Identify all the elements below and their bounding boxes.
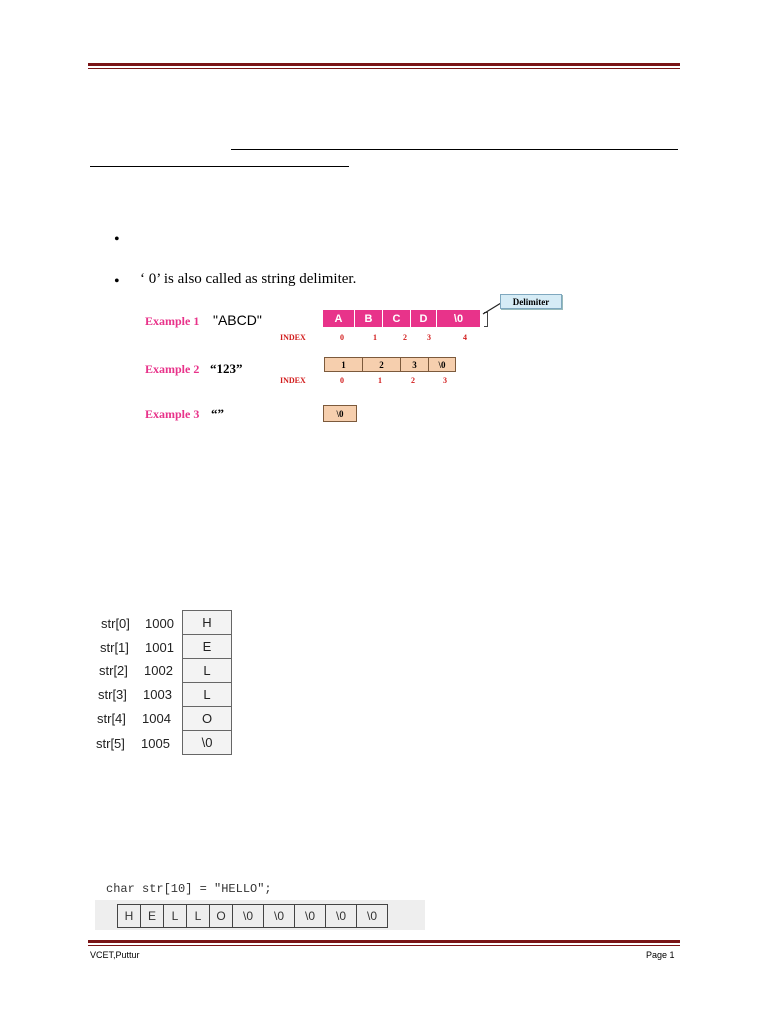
bullet-dot: •	[114, 231, 120, 248]
index-number: 1	[378, 376, 382, 385]
memory-address: 1005	[141, 736, 170, 751]
memory-name: str[5]	[96, 736, 125, 751]
string-cell: 2	[362, 357, 401, 372]
array-cell: O	[210, 905, 233, 927]
index-number: 3	[443, 376, 447, 385]
string-cell: \0	[437, 310, 481, 327]
index-number: 1	[373, 333, 377, 342]
bullet-text: ‘ 0’ is also called as string delimiter.	[140, 271, 357, 287]
delimiter-callout: Delimiter	[500, 294, 562, 309]
memory-cell: E	[182, 635, 232, 659]
memory-name: str[0]	[101, 616, 130, 631]
string-cell: 1	[324, 357, 363, 372]
example-string: "ABCD"	[213, 312, 262, 328]
array-cell: \0	[233, 905, 264, 927]
string-cell: \0	[428, 357, 456, 372]
string-cell: \0	[323, 405, 357, 422]
memory-name: str[1]	[100, 640, 129, 655]
index-number: 0	[340, 376, 344, 385]
string-cell-row	[323, 310, 481, 327]
header-rule-thick	[88, 63, 680, 66]
example-string: “”	[211, 406, 224, 421]
string-cell: C	[383, 310, 411, 327]
array-cell: \0	[366, 909, 377, 923]
footer-institution: VCET,Puttur	[90, 950, 140, 960]
example-label: Example 2	[145, 362, 200, 376]
memory-name: str[2]	[99, 663, 128, 678]
example-string: “123”	[210, 361, 243, 376]
footer-page-number: Page 1	[646, 950, 675, 960]
char-array-strip	[117, 904, 388, 928]
memory-address: 1003	[143, 687, 172, 702]
header-rule-thin	[88, 68, 680, 69]
memory-address: 1001	[145, 640, 174, 655]
string-cell: 3	[400, 357, 429, 372]
example-label: Example 1	[145, 314, 200, 328]
array-cell: L	[164, 905, 187, 927]
footer-rule-thin	[88, 945, 680, 946]
memory-address: 1000	[145, 616, 174, 631]
bullet-dot: •	[114, 273, 120, 290]
string-cell: A	[323, 310, 355, 327]
index-number: 2	[403, 333, 407, 342]
string-cell-row	[324, 357, 456, 372]
memory-cell: H	[182, 611, 232, 635]
memory-name: str[4]	[97, 711, 126, 726]
code-declaration: char str[10] = "HELLO";	[106, 882, 272, 896]
memory-cell: \0	[182, 731, 232, 755]
index-label: INDEX	[280, 333, 306, 342]
array-cell: L	[187, 905, 210, 927]
array-cell: E	[141, 905, 164, 927]
heading-underline-continued	[90, 166, 349, 167]
string-cell: D	[411, 310, 437, 327]
delimiter-bracket	[484, 312, 488, 327]
memory-address: 1004	[142, 711, 171, 726]
index-number: 3	[427, 333, 431, 342]
memory-cell: L	[182, 683, 232, 707]
index-number: 0	[340, 333, 344, 342]
memory-cell: L	[182, 659, 232, 683]
array-cell: \0	[295, 905, 326, 927]
example-label: Example 3	[145, 407, 200, 421]
array-cell: \0	[326, 905, 357, 927]
memory-cell: O	[182, 707, 232, 731]
footer-rule-thick	[88, 940, 680, 943]
memory-address: 1002	[144, 663, 173, 678]
string-cell: B	[355, 310, 383, 327]
index-number: 4	[463, 333, 467, 342]
array-cell: H	[118, 905, 141, 927]
heading-underline	[231, 149, 678, 150]
string-cell-row	[323, 405, 357, 422]
index-number: 2	[411, 376, 415, 385]
memory-name: str[3]	[98, 687, 127, 702]
index-label: INDEX	[280, 376, 306, 385]
array-cell: \0	[264, 905, 295, 927]
